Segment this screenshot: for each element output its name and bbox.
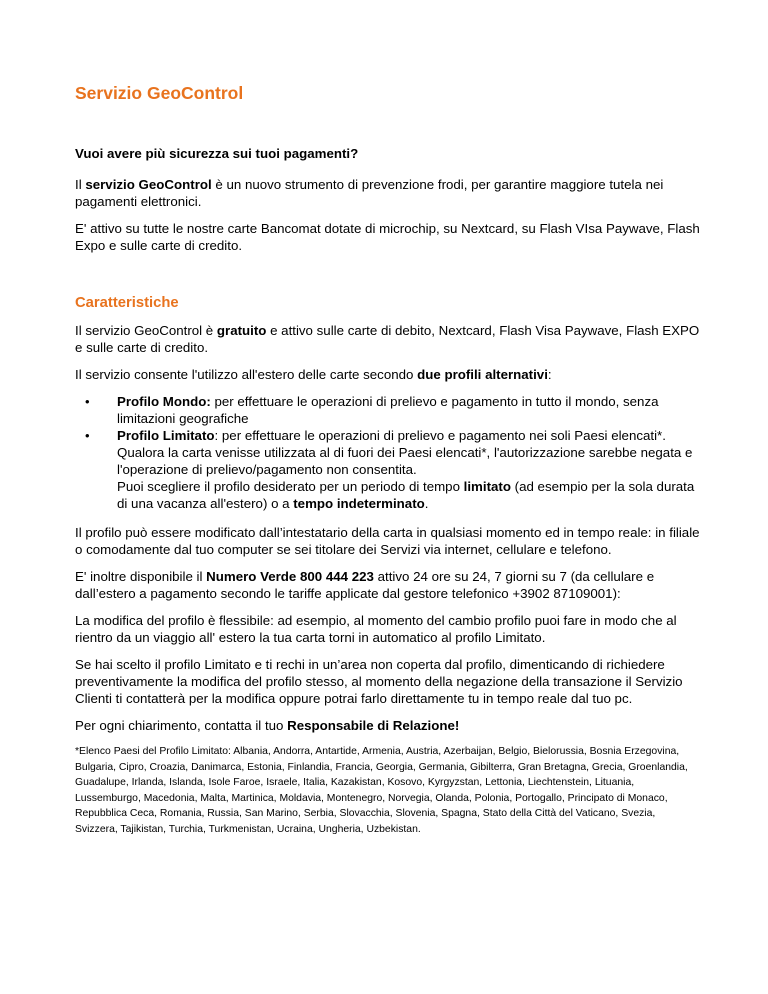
profile-world-name: Profilo Mondo: (117, 394, 211, 409)
contact-manager: Responsabile di Relazione! (287, 718, 460, 733)
modify-paragraph: Il profilo può essere modificato dall’intestatario della carta in qualsiasi momento ed in tempo reale: in filiale o comodamente dal tuo computer se sei titolare dei Servizi via internet, cellulare e telefono. (75, 525, 700, 557)
contact-paragraph (75, 717, 700, 734)
availability-paragraph: E' attivo su tutte le nostre carte Bancomat dotate di microchip, su Nextcard, su Flash VIsa Paywave, Flash Expo e sulle carte di credito. (75, 221, 700, 253)
flexibility-paragraph: La modifica del profilo è flessibile: ad esempio, al momento del cambio profilo puoi fare in modo che al rientro da un viaggio all' estero la tua carta torni in automatico al profilo Limitato. (75, 613, 677, 645)
feature-profiles-paragraph (75, 366, 700, 383)
profile-duration-end: . (424, 496, 429, 511)
list-item-profile-world (85, 393, 700, 427)
phone-number: Numero Verde 800 444 223 (206, 569, 374, 584)
profile-world-desc: per effettuare le operazioni di prelievo e pagamento in tutto il mondo, senza limitazioni geografiche (117, 394, 659, 426)
list-item-profile-limited (85, 427, 700, 512)
feature-profiles-start: Il servizio consente l'utilizzo all'estero delle carte secondo (75, 367, 418, 382)
intro-paragraph (75, 176, 700, 210)
intro-text-end: è un nuovo strumento di prevenzione frodi, per garantire maggiore tutela nei pagamenti elettronici. (75, 177, 664, 209)
feature-free-paragraph (75, 322, 700, 356)
footnote-country-list: *Elenco Paesi del Profilo Limitato: Albania, Andorra, Antartide, Armenia, Austria, Azerbaijan, Belgio, Bielorussia, Bosnia Erzegovina, Bulgaria, Cipro, Croazia, Danimarca, Estonia, Finlandia, Francia, Georgia, Germania, Gibilterra, Gran Bretagna, Grecia, Groenlandia, Guadalupe, Irlanda, Islanda, Isole Faroe, Israele, Italia, Kazakistan, Kosovo, Kyrgyzstan, Lettonia, Liechtenstein, Lituania, Lussemburgo, Macedonia, Malta, Martinica, Moldavia, Montenegro, Norvegia, Olanda, Polonia, Portogallo, Principato di Monaco, Repubblica Ceca, Romania, Russia, San Marino, Serbia, Slovacchia, Slovenia, Spagna, Stato della Città del Vaticano, Svezia, Svizzera, Tajikistan, Turchia, Turkmenistan, Ucraina, Ungheria, Uzbekistan. (75, 746, 688, 835)
feature-free-end: e attivo sulle carte di debito, Nextcard, Flash Visa Paywave, Flash EXPO e sulle carte di credito. (75, 323, 700, 355)
profile-duration-limited: limitato (463, 479, 511, 494)
profile-duration-indefinite: tempo indeterminato (293, 496, 425, 511)
page-title: Servizio GeoControl (75, 83, 244, 103)
document-body (75, 145, 700, 847)
phone-text-start: E' inoltre disponibile il (75, 569, 207, 584)
feature-profiles-end: : (547, 367, 552, 382)
profile-limited-name: Profilo Limitato (117, 428, 215, 443)
phone-paragraph (75, 568, 700, 602)
uncovered-area-paragraph: Se hai scelto il profilo Limitato e ti rechi in un’area non coperta dal profilo, dimenticando di richiedere preventivamente la modifica del profilo stesso, al momento della negazione della transazione il Servizio Clienti ti contatterà per la modifica oppure potrai farlo direttamente tu in tempo reale dal tuo pc. (75, 657, 683, 706)
bullet-icon: • (85, 394, 90, 409)
contact-text: Per ogni chiarimento, contatta il tuo (75, 718, 288, 733)
intro-text-start: Il (75, 177, 86, 192)
feature-profiles-bold: due profili alternativi (417, 367, 548, 382)
feature-free-bold: gratuito (216, 323, 267, 338)
bullet-icon: • (85, 428, 90, 443)
profile-duration-mid: (ad esempio per la sola durata di una vacanza all'estero) o a (117, 479, 695, 511)
profile-limited-desc: : per effettuare le operazioni di prelievo e pagamento nei soli Paesi elencati*. Qualora la carta venisse utilizzata al di fuori dei Paesi elencati*, l'autorizzazione sarebbe negata e l'operazione di prelievo/pagamento non consentita. (117, 428, 693, 477)
section-heading-features: Caratteristiche (75, 295, 179, 311)
feature-free-start: Il servizio GeoControl è (75, 323, 217, 338)
intro-service-name: servizio GeoControl (85, 177, 212, 192)
phone-text-end: attivo 24 ore su 24, 7 giorni su 7 (da cellulare e dall’estero a pagamento secondo le tariffe applicate dal gestore telefonico +3902 87109001): (75, 569, 655, 601)
profile-list (75, 393, 700, 512)
lead-question: Vuoi avere più sicurezza sui tuoi pagamenti? (75, 146, 359, 161)
profile-duration-start: Puoi scegliere il profilo desiderato per un periodo di tempo (117, 479, 464, 494)
